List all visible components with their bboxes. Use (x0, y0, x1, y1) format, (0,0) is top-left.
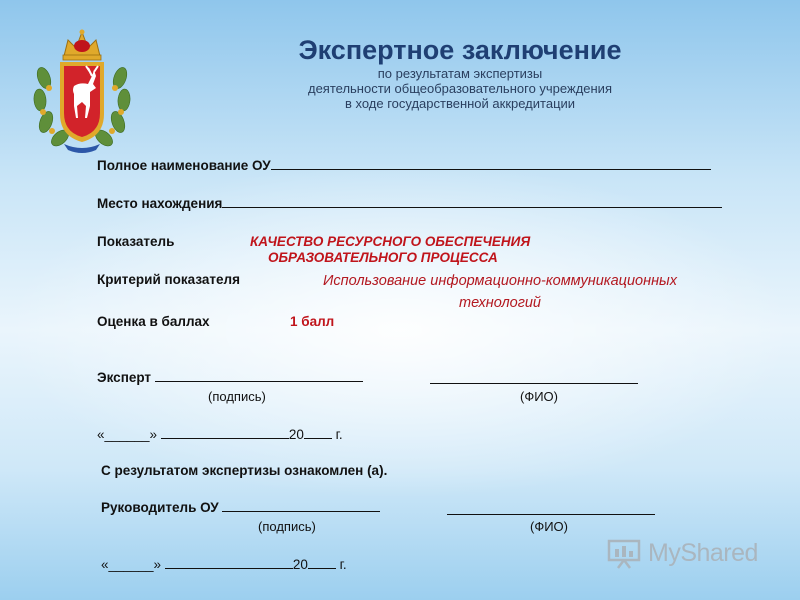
date-year-blank (304, 427, 332, 439)
expert-row (97, 370, 363, 385)
expert-date (97, 427, 343, 442)
date-year-prefix: 20 (288, 427, 304, 442)
indicator-value (250, 234, 530, 266)
head-name-caption: (ФИО) (530, 519, 568, 534)
head-signature-line (222, 500, 380, 512)
presentation-icon (606, 537, 642, 569)
location-blank (222, 196, 722, 208)
date-suffix: г. (335, 427, 343, 442)
location-label: Место нахождения (97, 196, 223, 211)
indicator-value-line: КАЧЕСТВО РЕСУРСНОГО ОБЕСПЕЧЕНИЯ (250, 234, 531, 249)
coat-of-arms-icon (30, 26, 134, 154)
expert-signature-line (155, 370, 363, 382)
expert-signature-caption: (подпись) (208, 389, 266, 404)
indicator-value-line: ОБРАЗОВАТЕЛЬНОГО ПРОЦЕССА (268, 250, 498, 265)
criterion-value-line: технологий (458, 295, 541, 311)
date-month-blank (161, 427, 289, 439)
criterion-value (280, 270, 720, 314)
indicator-label: Показатель (97, 234, 175, 249)
criterion-value-line: Использование информационно-коммуникационных (323, 273, 677, 289)
watermark (606, 537, 776, 571)
date-year-prefix: 20 (292, 557, 308, 572)
criterion-label: Критерий показателя (97, 272, 240, 287)
head-date (101, 557, 347, 572)
full-name-row (97, 158, 711, 173)
expert-name-caption: (ФИО) (520, 389, 558, 404)
full-name-blank (271, 158, 711, 170)
page-title: Экспертное заключение (298, 35, 622, 65)
score-value: 1 балл (290, 314, 335, 329)
expert-name-line (430, 372, 638, 384)
head-row (101, 500, 380, 515)
head-name-line (447, 503, 655, 515)
head-label: Руководитель ОУ (101, 500, 219, 515)
date-day: «______» (97, 427, 158, 442)
subtitle-line: в ходе государственной аккредитации (344, 96, 576, 111)
subtitle-line: по результатам экспертизы (377, 66, 543, 81)
date-day: «______» (101, 557, 162, 572)
date-suffix: г. (339, 557, 347, 572)
date-year-blank (308, 557, 336, 569)
location-row (97, 196, 722, 211)
acknowledgement: С результатом экспертизы ознакомлен (а). (101, 463, 388, 478)
watermark-text: MyShared (648, 539, 758, 567)
head-signature-caption: (подпись) (258, 519, 316, 534)
header (200, 34, 720, 111)
subtitle-line: деятельности общеобразовательного учреждения (307, 81, 612, 96)
score-label: Оценка в баллах (97, 314, 210, 329)
full-name-label: Полное наименование ОУ (97, 158, 271, 173)
expert-label: Эксперт (97, 370, 152, 385)
date-month-blank (165, 557, 293, 569)
